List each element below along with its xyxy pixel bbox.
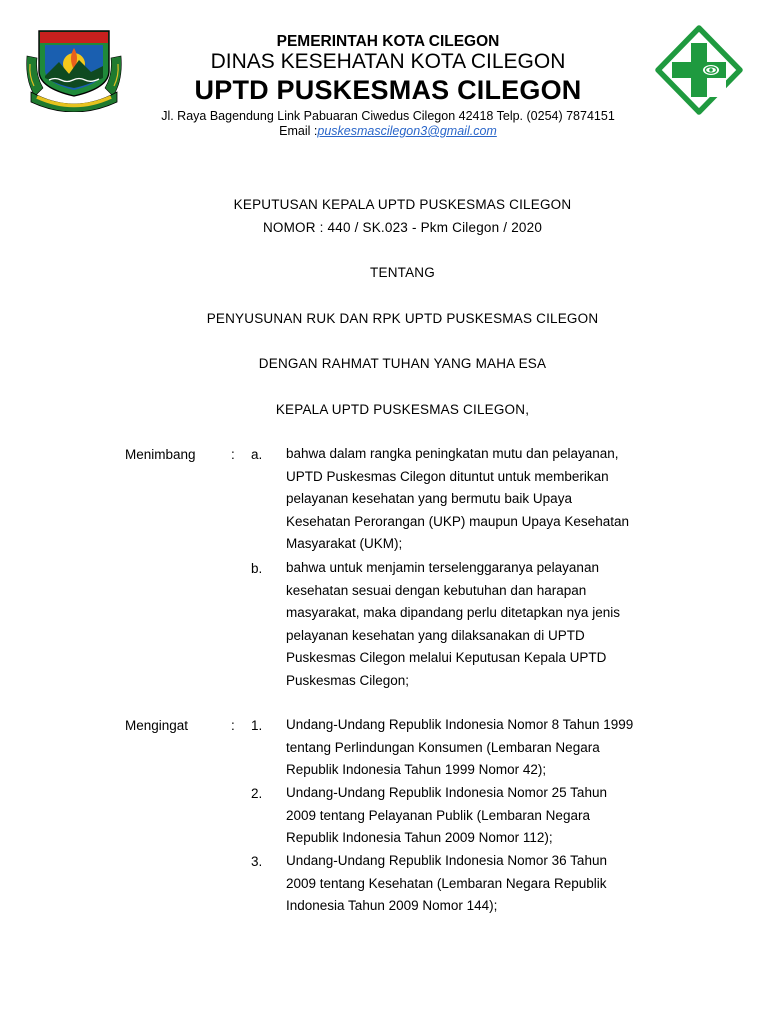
menimbang-item-b-number: b.: [251, 561, 263, 576]
email-label: Email :: [279, 124, 318, 138]
text-line: Kesehatan Perorangan (UKP) maupun Upaya Kesehatan: [286, 513, 629, 529]
institution-name: UPTD PUSKESMAS CILEGON: [194, 75, 582, 105]
text-line: bahwa untuk menjamin terselenggaranya pelayanan: [286, 560, 599, 575]
text-line: pelayanan kesehatan yang bermutu baik Upaya: [286, 491, 572, 507]
decree-subject: PENYUSUNAN RUK DAN RPK UPTD PUSKESMAS CILEGON: [206, 311, 599, 326]
email-link[interactable]: puskesmascilegon3@gmail.com: [317, 124, 497, 138]
puskesmas-cross-logo-icon: [654, 25, 744, 115]
text-line: Puskesmas Cilegon melalui Keputusan Kepala UPTD: [286, 650, 607, 666]
text-line: pelayanan kesehatan yang dilaksanakan di UPTD: [286, 627, 585, 643]
blessing-line: DENGAN RAHMAT TUHAN YANG MAHA ESA: [258, 356, 547, 371]
decree-number: NOMOR : 440 / SK.023 - Pkm Cilegon / 2020: [262, 220, 543, 235]
text-line: Republik Indonesia Tahun 2009 Nomor 112);: [286, 830, 553, 846]
text-line: tentang Perlindungan Konsumen (Lembaran Negara: [286, 739, 600, 755]
text-line: Republik Indonesia Tahun 1999 Nomor 42);: [286, 762, 547, 778]
menimbang-item-a-text: [286, 443, 678, 556]
department-name: DINAS KESEHATAN KOTA CILEGON: [210, 50, 566, 73]
text-line: Undang-Undang Republik Indonesia Nomor 8 Tahun 1999: [286, 717, 634, 732]
text-line: masyarakat, maka dipandang perlu ditetapkan nya jenis: [286, 605, 620, 621]
mengingat-item-2-number: 2.: [251, 786, 263, 801]
mengingat-item-1-number: 1.: [251, 718, 263, 733]
text-line: bahwa dalam rangka peningkatan mutu dan pelayanan,: [286, 446, 619, 461]
mengingat-item-3-number: 3.: [251, 854, 263, 869]
mengingat-item-1-text: [286, 714, 678, 782]
government-name: PEMERINTAH KOTA CILEGON: [276, 33, 500, 50]
text-line: Puskesmas Cilegon;: [286, 672, 410, 688]
decree-title: KEPUTUSAN KEPALA UPTD PUSKESMAS CILEGON: [233, 197, 572, 212]
letterhead: [128, 32, 648, 139]
mengingat-label: Mengingat: [125, 718, 189, 733]
text-line: UPTD Puskesmas Cilegon dituntut untuk memberikan: [286, 468, 609, 484]
text-line: 2009 tentang Pelayanan Publik (Lembaran Negara: [286, 807, 590, 823]
menimbang-colon: :: [231, 447, 235, 462]
mengingat-item-2-text: [286, 782, 678, 850]
kota-cilegon-emblem-icon: [25, 26, 123, 112]
text-line: Indonesia Tahun 2009 Nomor 144);: [286, 898, 498, 914]
text-line: Undang-Undang Republik Indonesia Nomor 36 Tahun: [286, 853, 607, 868]
text-line: Undang-Undang Republik Indonesia Nomor 25 Tahun: [286, 785, 607, 800]
mengingat-colon: :: [231, 718, 235, 733]
mengingat-item-3-text: [286, 850, 678, 918]
menimbang-item-b-text: [286, 557, 678, 693]
address-line: Jl. Raya Bagendung Link Pabuaran Ciwedus Cilegon 42418 Telp. (0254) 7874151: [161, 109, 615, 123]
text-line: Masyarakat (UKM);: [286, 536, 403, 552]
email-line: [128, 124, 648, 139]
menimbang-item-a-number: a.: [251, 447, 263, 462]
text-line: kesehatan sesuai dengan kebutuhan dan harapan: [286, 582, 587, 598]
head-of-office: KEPALA UPTD PUSKESMAS CILEGON,: [275, 402, 530, 417]
about-heading: TENTANG: [370, 265, 435, 280]
menimbang-label: Menimbang: [125, 447, 196, 462]
text-line: 2009 tentang Kesehatan (Lembaran Negara Republik: [286, 875, 607, 891]
